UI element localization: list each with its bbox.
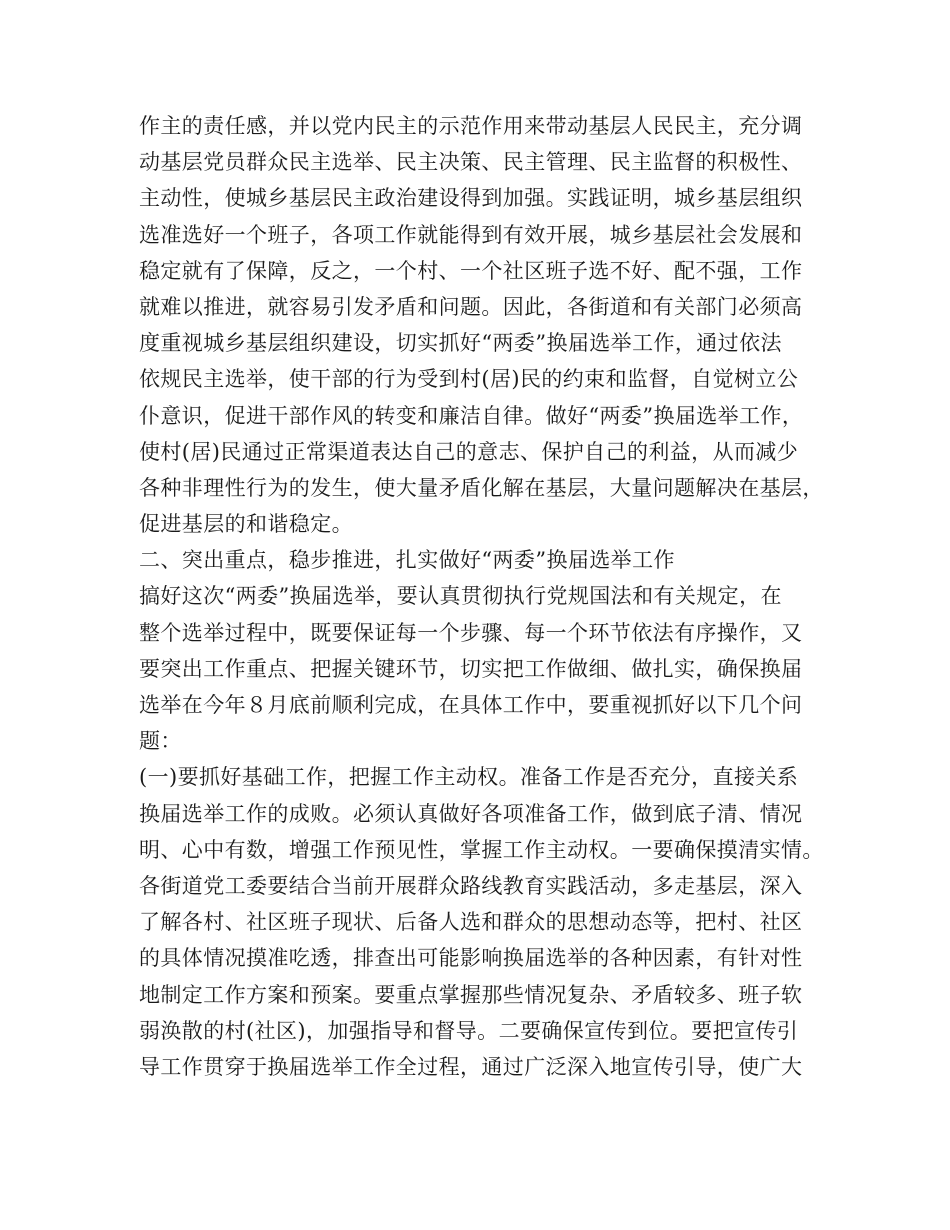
- text-line: 作主的责任感，并以党内民主的示范作用来带动基层人民民主，充分调: [139, 114, 803, 138]
- text-line: 明、心中有数，增强工作预见性，掌握工作主动权。一要确保摸清实情。: [139, 837, 824, 862]
- text-line: 选举在今年８月底前顺利完成，在具体工作中，要重视抓好以下几个问: [139, 693, 803, 717]
- text-line: 动基层党员群众民主选举、民主决策、民主管理、民主监督的积极性、: [139, 150, 803, 175]
- body-text: [139, 108, 829, 1085]
- text-line: (一)要抓好基础工作，把握工作主动权。准备工作是否充分，直接关系: [139, 765, 799, 790]
- text-line: 依规民主选举，使干部的行为受到村(居)民的约束和监督，自觉树立公: [139, 367, 799, 392]
- text-line: 就难以推进，就容易引发矛盾和问题。因此，各街道和有关部门必须高: [139, 294, 803, 319]
- text-line: 地制定工作方案和预案。要重点掌握那些情况复杂、矛盾较多、班子软: [139, 982, 803, 1007]
- text-line: 换届选举工作的成败。必须认真做好各项准备工作，做到底子清、情况: [139, 801, 803, 826]
- text-line: 促进基层的和谐稳定。: [139, 512, 353, 537]
- text-line: 题：: [139, 729, 182, 754]
- text-line: 搞好这次“两委”换届选举，要认真贯彻执行党规国法和有关规定，在: [139, 584, 782, 609]
- text-line: 主动性，使城乡基层民主政治建设得到加强。实践证明，城乡基层组织: [139, 186, 803, 211]
- text-line: 稳定就有了保障，反之，一个村、一个社区班子选不好、配不强，工作: [139, 258, 803, 283]
- text-line: 仆意识，促进干部作风的转变和廉洁自律。做好“两委”换届选举工作，: [139, 403, 804, 428]
- text-line: 的具体情况摸准吃透，排查出可能影响换届选举的各种因素，有针对性: [139, 946, 803, 971]
- text-line: 各街道党工委要结合当前开展群众路线教育实践活动，多走基层，深入: [139, 873, 803, 898]
- text-line: 各种非理性行为的发生，使大量矛盾化解在基层，大量问题解决在基层，: [139, 475, 824, 500]
- text-line: 整个选举过程中，既要保证每一个步骤、每一个环节依法有序操作，又: [139, 620, 803, 645]
- text-line: 弱涣散的村(社区)，加强指导和督导。二要确保宣传到位。要把宣传引: [139, 1018, 799, 1043]
- text-line: 使村(居)民通过正常渠道表达自己的意志、保护自己的利益，从而减少: [139, 439, 799, 464]
- text-line: 导工作贯穿于换届选举工作全过程，通过广泛深入地宣传引导，使广大: [139, 1054, 803, 1079]
- text-line: 要突出工作重点、把握关键环节，切实把工作做细、做扎实，确保换届: [139, 656, 803, 681]
- text-line: 度重视城乡基层组织建设，切实抓好“两委”换届选举工作，通过依法: [139, 331, 782, 356]
- text-line: 选准选好一个班子，各项工作就能得到有效开展，城乡基层社会发展和: [139, 222, 803, 247]
- section-heading: 二、突出重点，稳步推进，扎实做好“两委”换届选举工作: [139, 548, 675, 573]
- text-line: 了解各村、社区班子现状、后备人选和群众的思想动态等，把村、社区: [139, 910, 803, 935]
